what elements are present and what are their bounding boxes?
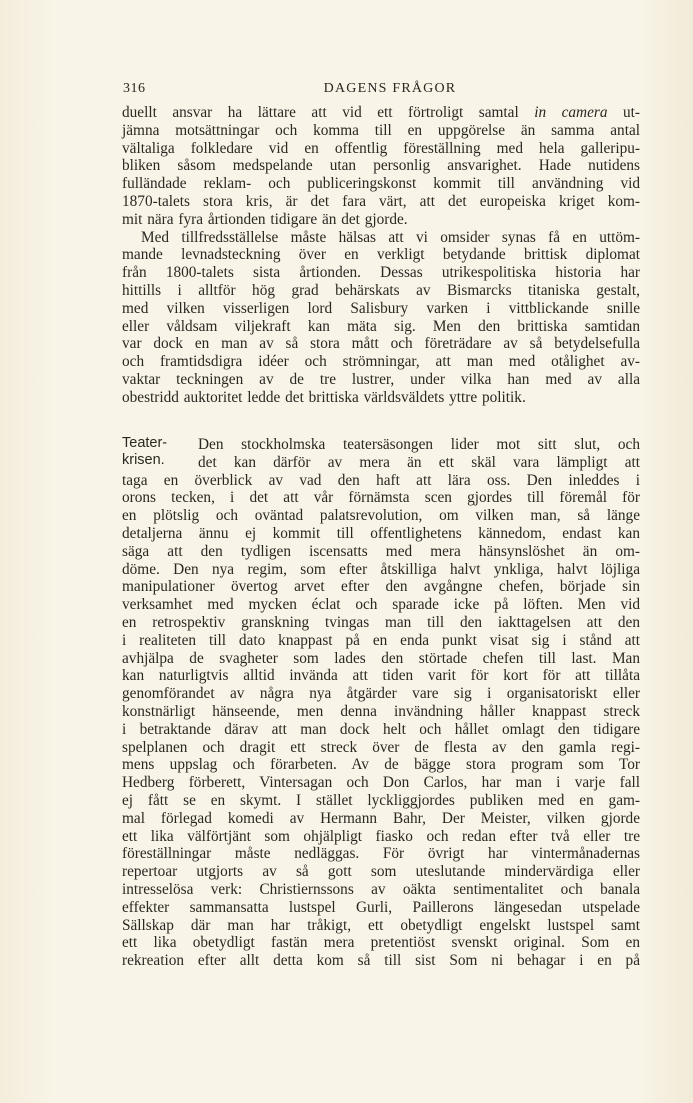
- text-line: spelplanen och dragit ett streck över de flesta av den gamla regi-: [122, 738, 640, 756]
- text-line: orons tecken, i det att vår förnämsta scen gjordes till föremål för: [122, 489, 640, 507]
- margin-note-line: krisen.: [122, 452, 165, 468]
- text-line: Sällskap där man har tråkigt, ett obetydligt engelskt lustspel samt: [122, 916, 640, 934]
- text-line: jämna motsättningar och komma till en uppgörelse än samma antal: [122, 121, 640, 139]
- text-line: från 1800-talets sista årtionden. Dessas utrikespolitiska historia har: [122, 264, 640, 282]
- text-line: i betraktande därav att man dock helt och hållet omlagt den tidigare: [122, 720, 640, 738]
- text-segment: ut-: [607, 104, 640, 121]
- text-line: [122, 104, 640, 122]
- text-line: konstnärligt hänseende, men denna invändning håller knappast streck: [122, 702, 640, 720]
- text-line: manipulationer övertog arvet efter den avgångne chefen, började sin: [122, 578, 640, 596]
- text-line: det kan därför av mera än ett skäl vara lämpligt att: [198, 453, 640, 471]
- text-line: rekreation efter allt detta kom så till sist Som ni behagar i en på: [122, 952, 640, 970]
- text-line: vältaliga folkledare vid en offentlig föreställning med hela galleripu-: [122, 139, 640, 157]
- paragraph: [122, 436, 640, 970]
- text-line: en retrospektiv granskning tvingas man till den iakttagelsen att den: [122, 613, 640, 631]
- text-line: i realiteten till dato knappast på en enda punkt visat sig i stånd att: [122, 631, 640, 649]
- text-line: ej fått se en skymt. I stället lyckliggjordes publiken med en gam-: [122, 791, 640, 809]
- body-section-1: [122, 104, 640, 407]
- text-line: avhjälpa de svagheter som lades den störtade chefen till last. Man: [122, 649, 640, 667]
- text-line: taga en överblick av vad den haft att lära oss. Den inleddes i: [122, 471, 640, 489]
- text-line: med vilken visserligen lord Salisbury varken i vittblickande snille: [122, 299, 640, 317]
- text-line: intresselösa verk: Christiernssons av oäkta sentimentalitet och banala: [122, 880, 640, 898]
- body-section-2: [122, 436, 640, 970]
- text-line: vaktar teckningen av de tre lustrer, under vilka han med av alla: [122, 370, 640, 388]
- text-line: 1870-talets stora kris, är det fara värt, att det europeiska kriget kom-: [122, 192, 640, 210]
- text-line: repertoar utgjorts av så gott som uteslutande mindervärdiga eller: [122, 863, 640, 881]
- paragraph: [122, 104, 640, 229]
- page-number: 316: [123, 81, 146, 96]
- text-line: ett lika välförtjänt som ohjälpligt fiasko och redan efter två eller tre: [122, 827, 640, 845]
- text-line: en plötslig och oväntad palatsrevolution, om vilken man, så länge: [122, 507, 640, 525]
- text-segment: duellt ansvar ha lättare att vid ett förtroligt samtal: [122, 104, 535, 121]
- text-line: verksamhet med mycken éclat och sparade icke på löften. Men vid: [122, 596, 640, 614]
- text-line: fulländade reklam- och publiceringskonst kommit till användning vid: [122, 175, 640, 193]
- paragraph: [122, 229, 640, 407]
- text-line: föreställningar måste nedläggas. För övrigt har vintermånadernas: [122, 845, 640, 863]
- text-line: ett lika obetydligt fastän mera pretentiöst svenskt original. Som en: [122, 934, 640, 952]
- text-line: var dock en man av så stora mått och företrädare av så betydelsefulla: [122, 335, 640, 353]
- text-line: Med tillfredsställelse måste hälsas att vi omsider synas få en uttöm-: [141, 228, 640, 246]
- margin-note-line: Teater-: [122, 435, 168, 451]
- text-line: detaljerna ännu ej kommit till offentlighetens kännedom, endast kan: [122, 524, 640, 542]
- italic-phrase: in camera: [534, 104, 608, 121]
- text-line: Den stockholmska teatersäsongen lider mot sitt slut, och: [198, 436, 640, 453]
- text-line: mit nära fyra årtionden tidigare än det gjorde.: [122, 210, 408, 228]
- text-line: och framtidsdigra idéer och strömningar, att man med otålighet av-: [122, 353, 640, 371]
- text-line: säga att den tydligen iscensatts med mera hänsynslöshet än om-: [122, 542, 640, 560]
- text-line: bliken såsom medspelande utan personlig ansvarighet. Hade nutidens: [122, 157, 640, 175]
- text-line: kan naturligtvis alltid invända att tiden varit för kort för att tillåta: [122, 667, 640, 685]
- text-line: eller våldsam viljekraft kan mäta sig. Men den brittiska samtidan: [122, 317, 640, 335]
- running-title: DAGENS FRÅGOR: [323, 81, 457, 96]
- text-line: döme. Den nya regim, som efter åtskilliga halvt ynkliga, halvt löjliga: [122, 560, 640, 578]
- text-line: obestridd auktoritet ledde det brittiska världsväldets yttre politik.: [122, 388, 526, 406]
- text-line: effekter sammansatta lustspel Gurli, Paillerons längesedan utspelade: [122, 898, 640, 916]
- text-line: mande levnadsteckning över en verkligt betydande brittisk diplomat: [122, 246, 640, 264]
- text-line: hittills i alltför hög grad behärskats av Bismarcks titaniska gestalt,: [122, 281, 640, 299]
- text-line: mal förlegad komedi av Hermann Bahr, Der Meister, vilken gjorde: [122, 809, 640, 827]
- text-line: Hedberg förberett, Vintersagan och Don Carlos, har man i varje fall: [122, 774, 640, 792]
- text-line: genomförandet av några nya åtgärder vare sig i organisatoriskt eller: [122, 685, 640, 703]
- text-line: mens uppslag och förarbeten. Av de bägge stora program som Tor: [122, 756, 640, 774]
